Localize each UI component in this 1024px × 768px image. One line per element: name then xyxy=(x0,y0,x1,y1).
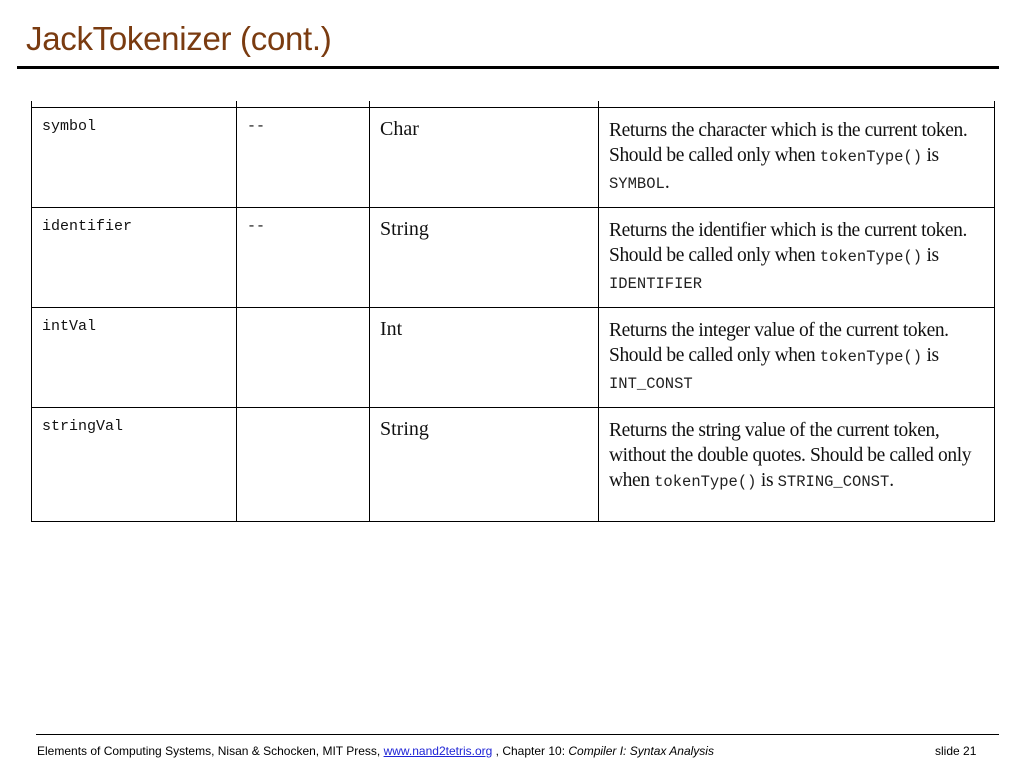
description-text: Returns the integer value of the current token. Should be called only when xyxy=(609,320,949,366)
description-text: . xyxy=(889,470,894,491)
description-text: Returns the string value of the current token, without the double quotes. Should be called only when xyxy=(609,420,972,491)
description-code: STRING_CONST xyxy=(777,473,890,491)
footer-chapter: , Chapter 10: xyxy=(492,744,569,758)
description-text: . xyxy=(664,172,670,193)
description-text: is xyxy=(922,145,939,166)
description-code: tokenType() xyxy=(819,348,923,366)
table-row xyxy=(32,308,995,408)
routine-args: -- xyxy=(237,108,370,208)
table-row xyxy=(32,208,995,308)
description-code: tokenType() xyxy=(819,248,923,266)
description-text: Returns the character which is the current token. Should be called only when xyxy=(609,120,968,166)
routine-description xyxy=(599,408,995,522)
routine-name: symbol xyxy=(32,108,237,208)
description-code: IDENTIFIER xyxy=(609,275,703,293)
description-code: INT_CONST xyxy=(609,375,693,393)
footer-citation xyxy=(37,744,982,758)
footer-source: Elements of Computing Systems, Nisan & Schocken, MIT Press, xyxy=(37,744,384,758)
title-divider xyxy=(17,66,999,69)
routine-description xyxy=(599,208,995,308)
description-code: tokenType() xyxy=(819,148,923,166)
description-code: SYMBOL xyxy=(609,175,665,193)
description-text: is xyxy=(756,470,778,491)
return-type: Char xyxy=(370,108,599,208)
routine-description xyxy=(599,108,995,208)
description-code: tokenType() xyxy=(654,473,757,491)
table-row xyxy=(32,108,995,208)
api-table xyxy=(31,101,995,522)
routine-args xyxy=(237,408,370,522)
slide-number: slide 21 xyxy=(935,744,977,758)
return-type: Int xyxy=(370,308,599,408)
return-type: String xyxy=(370,208,599,308)
routine-args xyxy=(237,308,370,408)
routine-description xyxy=(599,308,995,408)
description-text: is xyxy=(922,345,939,366)
chapter-title: Compiler I: Syntax Analysis xyxy=(568,744,714,758)
description-text: is xyxy=(922,245,939,266)
routine-args: -- xyxy=(237,208,370,308)
description-text: Returns the identifier which is the current token. Should be called only when xyxy=(609,220,967,266)
website-link[interactable]: www.nand2tetris.org xyxy=(383,744,493,758)
routine-name: intVal xyxy=(32,308,237,408)
routine-name: identifier xyxy=(32,208,237,308)
routine-name: stringVal xyxy=(32,408,237,522)
footer-divider xyxy=(36,734,999,735)
slide-title: JackTokenizer (cont.) xyxy=(26,20,332,57)
table-row xyxy=(32,408,995,522)
return-type: String xyxy=(370,408,599,522)
